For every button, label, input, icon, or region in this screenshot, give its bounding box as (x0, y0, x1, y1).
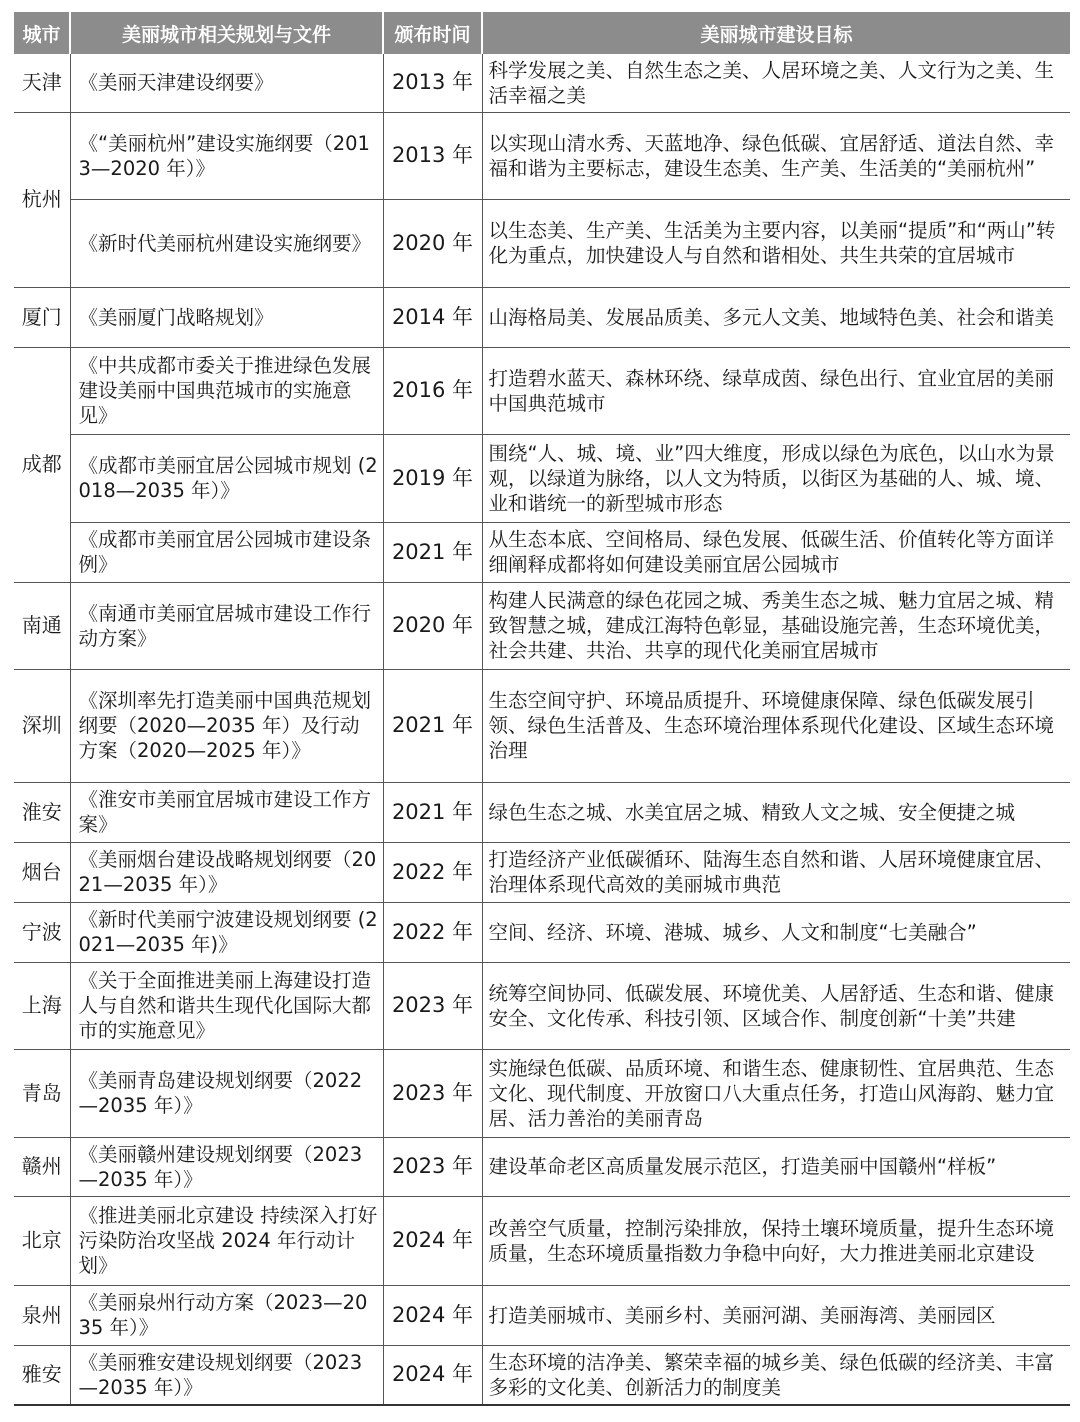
city-cell: 南通 (14, 582, 70, 669)
year-cell: 2014 年 (383, 287, 482, 347)
year-cell: 2022 年 (383, 902, 482, 962)
goal-cell: 以实现山清水秀、天蓝地净、绿色低碳、宜居舒适、道法自然、幸福和谐为主要标志，建设生态美、生产美、生活美的“美丽杭州” (482, 112, 1070, 199)
document-cell: 《美丽赣州建设规划纲要（2023—2035 年）》 (70, 1137, 383, 1196)
year-cell: 2016 年 (383, 347, 482, 434)
year-cell: 2021 年 (383, 782, 482, 842)
document-cell: 《美丽天津建设纲要》 (70, 54, 383, 112)
year-cell: 2024 年 (383, 1285, 482, 1345)
goal-cell: 生态环境的洁净美、繁荣幸福的城乡美、绿色低碳的经济美、丰富多彩的文化美、创新活力的制度美 (482, 1345, 1070, 1405)
city-cell: 宁波 (14, 902, 70, 962)
year-cell: 2024 年 (383, 1345, 482, 1405)
document-cell: 《美丽雅安建设规划纲要（2023—2035 年）》 (70, 1345, 383, 1405)
goal-cell: 打造经济产业低碳循环、陆海生态自然和谐、人居环境健康宜居、治理体系现代高效的美丽城市典范 (482, 842, 1070, 902)
table-row (14, 54, 1070, 112)
goal-cell: 统筹空间协同、低碳发展、环境优美、人居舒适、生态和谐、健康安全、文化传承、科技引领、区域合作、制度创新“十美”共建 (482, 962, 1070, 1049)
city-cell: 深圳 (14, 669, 70, 782)
year-cell: 2024 年 (383, 1196, 482, 1285)
goal-cell: 空间、经济、环境、港城、城乡、人文和制度“七美融合” (482, 902, 1070, 962)
table-row (14, 1196, 1070, 1285)
year-cell: 2019 年 (383, 434, 482, 522)
year-cell: 2020 年 (383, 582, 482, 669)
table-row (14, 1137, 1070, 1196)
city-cell: 雅安 (14, 1345, 70, 1405)
table-row (14, 962, 1070, 1049)
goal-cell: 绿色生态之城、水美宜居之城、精致人文之城、安全便捷之城 (482, 782, 1070, 842)
city-cell: 赣州 (14, 1137, 70, 1196)
goal-cell: 科学发展之美、自然生态之美、人居环境之美、人文行为之美、生活幸福之美 (482, 54, 1070, 112)
city-cell: 青岛 (14, 1049, 70, 1137)
table-row (14, 434, 1070, 522)
table-row (14, 782, 1070, 842)
goal-cell: 改善空气质量，控制污染排放，保持土壤环境质量，提升生态环境质量，生态环境质量指数力争稳中向好，大力推进美丽北京建设 (482, 1196, 1070, 1285)
year-cell: 2021 年 (383, 669, 482, 782)
goal-cell: 实施绿色低碳、品质环境、和谐生态、健康韧性、宜居典范、生态文化、现代制度、开放窗口八大重点任务，打造山风海韵、魅力宜居、活力善治的美丽青岛 (482, 1049, 1070, 1137)
document-cell: 《新时代美丽宁波建设规划纲要 (2021—2035 年)》 (70, 902, 383, 962)
document-cell: 《中共成都市委关于推进绿色发展建设美丽中国典范城市的实施意见》 (70, 347, 383, 434)
goal-cell: 构建人民满意的绿色花园之城、秀美生态之城、魅力宜居之城、精致智慧之城，建成江海特色彰显，基础设施完善，生态环境优美，社会共建、共治、共享的现代化美丽宜居城市 (482, 582, 1070, 669)
table-row (14, 522, 1070, 582)
table-row (14, 1345, 1070, 1405)
city-cell: 天津 (14, 54, 70, 112)
document-cell: 《关于全面推进美丽上海建设打造人与自然和谐共生现代化国际大都市的实施意见》 (70, 962, 383, 1049)
goal-cell: 打造美丽城市、美丽乡村、美丽河湖、美丽海湾、美丽园区 (482, 1285, 1070, 1345)
document-cell: 《淮安市美丽宜居城市建设工作方案》 (70, 782, 383, 842)
goal-cell: 围绕“人、城、境、业”四大维度，形成以绿色为底色，以山水为景观，以绿道为脉络，以人文为特质，以街区为基础的人、城、境、业和谐统一的新型城市形态 (482, 434, 1070, 522)
table-row (14, 842, 1070, 902)
goal-cell: 以生态美、生产美、生活美为主要内容，以美丽“提质”和“两山”转化为重点，加快建设人与自然和谐相处、共生共荣的宜居城市 (482, 199, 1070, 287)
table-row (14, 199, 1070, 287)
table-row (14, 287, 1070, 347)
city-cell: 淮安 (14, 782, 70, 842)
table-row (14, 347, 1070, 434)
document-cell: 《美丽泉州行动方案（2023—2035 年）》 (70, 1285, 383, 1345)
goal-cell: 从生态本底、空间格局、绿色发展、低碳生活、价值转化等方面详细阐释成都将如何建设美丽宜居公园城市 (482, 522, 1070, 582)
city-cell: 厦门 (14, 287, 70, 347)
document-cell: 《深圳率先打造美丽中国典范规划纲要（2020—2035 年）及行动方案（2020—2025 年）》 (70, 669, 383, 782)
year-cell: 2013 年 (383, 112, 482, 199)
year-cell: 2023 年 (383, 1049, 482, 1137)
goal-cell: 山海格局美、发展品质美、多元人文美、地域特色美、社会和谐美 (482, 287, 1070, 347)
header-city: 城市 (14, 12, 70, 54)
header-document: 美丽城市相关规划与文件 (70, 12, 383, 54)
city-cell: 杭州 (14, 112, 70, 287)
city-cell: 成都 (14, 347, 70, 582)
year-cell: 2022 年 (383, 842, 482, 902)
document-cell: 《“美丽杭州”建设实施纲要（2013—2020 年）》 (70, 112, 383, 199)
table-row (14, 669, 1070, 782)
year-cell: 2021 年 (383, 522, 482, 582)
document-cell: 《成都市美丽宜居公园城市建设条例》 (70, 522, 383, 582)
year-cell: 2023 年 (383, 962, 482, 1049)
document-cell: 《推进美丽北京建设 持续深入打好污染防治攻坚战 2024 年行动计划》 (70, 1196, 383, 1285)
table-row (14, 112, 1070, 199)
document-cell: 《美丽青岛建设规划纲要（2022—2035 年）》 (70, 1049, 383, 1137)
goal-cell: 生态空间守护、环境品质提升、环境健康保障、绿色低碳发展引领、绿色生活普及、生态环境治理体系现代化建设、区域生态环境治理 (482, 669, 1070, 782)
document-cell: 《新时代美丽杭州建设实施纲要》 (70, 199, 383, 287)
year-cell: 2023 年 (383, 1137, 482, 1196)
goal-cell: 打造碧水蓝天、森林环绕、绿草成茵、绿色出行、宜业宜居的美丽中国典范城市 (482, 347, 1070, 434)
table-row (14, 902, 1070, 962)
header-goal: 美丽城市建设目标 (482, 12, 1070, 54)
header-year: 颁布时间 (383, 12, 482, 54)
year-cell: 2013 年 (383, 54, 482, 112)
document-cell: 《南通市美丽宜居城市建设工作行动方案》 (70, 582, 383, 669)
policy-table-container (14, 12, 1070, 1406)
table-row (14, 1285, 1070, 1345)
document-cell: 《美丽厦门战略规划》 (70, 287, 383, 347)
table-row (14, 1049, 1070, 1137)
city-cell: 北京 (14, 1196, 70, 1285)
city-cell: 泉州 (14, 1285, 70, 1345)
table-header-row (14, 12, 1070, 54)
city-cell: 上海 (14, 962, 70, 1049)
table-row (14, 582, 1070, 669)
year-cell: 2020 年 (383, 199, 482, 287)
goal-cell: 建设革命老区高质量发展示范区，打造美丽中国赣州“样板” (482, 1137, 1070, 1196)
beautiful-city-plans-table (14, 12, 1070, 1406)
document-cell: 《美丽烟台建设战略规划纲要（2021—2035 年）》 (70, 842, 383, 902)
document-cell: 《成都市美丽宜居公园城市规划 (2018—2035 年）》 (70, 434, 383, 522)
city-cell: 烟台 (14, 842, 70, 902)
